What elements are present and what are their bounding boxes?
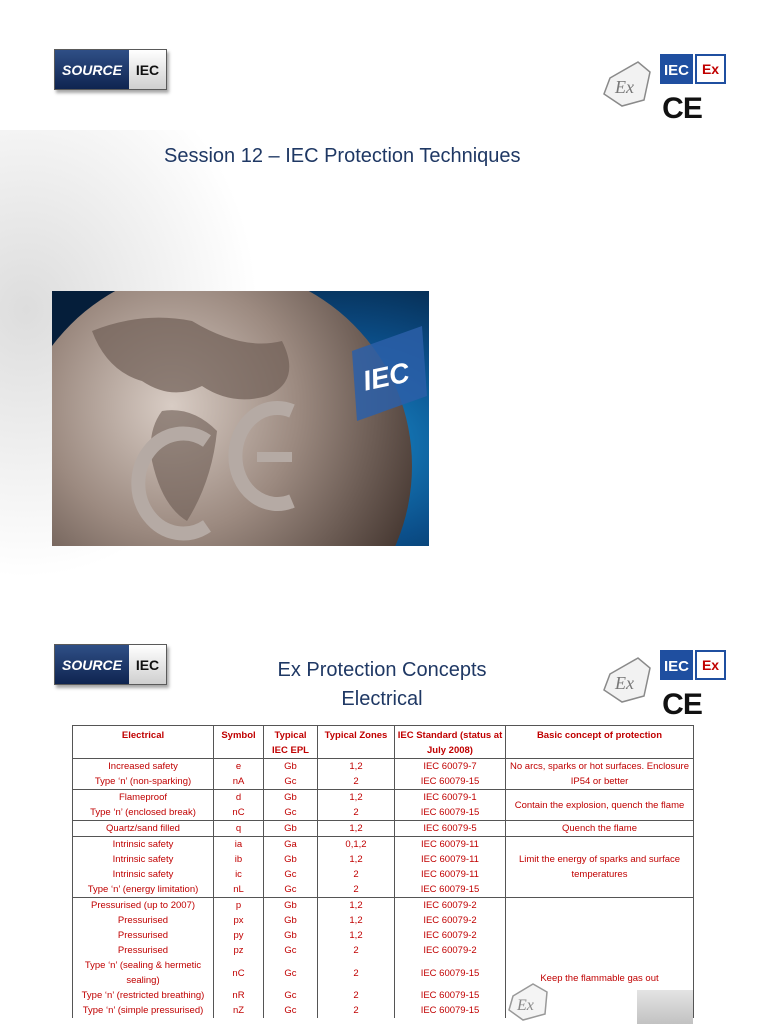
cell-epl: Gc bbox=[264, 867, 318, 882]
globe-photo bbox=[52, 291, 429, 546]
ex-box-text: Ex bbox=[701, 657, 720, 673]
cell-symbol: p bbox=[214, 898, 264, 914]
svg-text:Ex: Ex bbox=[517, 997, 534, 1014]
header-zones: Typical Zones bbox=[318, 726, 395, 759]
logo-source-text: SOURCE bbox=[55, 50, 129, 89]
cell-symbol: e bbox=[214, 759, 264, 775]
ex-box-text: Ex bbox=[701, 61, 720, 77]
cell-standard: IEC 60079-11 bbox=[395, 852, 506, 867]
cell-zones: 0,1,2 bbox=[318, 837, 395, 853]
cell-concept: Contain the explosion, quench the flame bbox=[506, 790, 694, 821]
cell-electrical: Pressurised bbox=[73, 913, 214, 928]
table-row bbox=[73, 837, 694, 853]
cell-electrical: Type ‘n’ (restricted breathing) bbox=[73, 988, 214, 1003]
cell-standard: IEC 60079-5 bbox=[395, 821, 506, 837]
cell-zones: 1,2 bbox=[318, 913, 395, 928]
cell-standard: IEC 60079-15 bbox=[395, 958, 506, 988]
cell-standard: IEC 60079-15 bbox=[395, 1003, 506, 1018]
cell-epl: Gb bbox=[264, 898, 318, 914]
cell-epl: Ga bbox=[264, 837, 318, 853]
cell-standard: IEC 60079-11 bbox=[395, 867, 506, 882]
cell-epl: Gb bbox=[264, 928, 318, 943]
cell-zones: 2 bbox=[318, 943, 395, 958]
slide-2-title bbox=[200, 656, 564, 714]
cell-electrical: Quartz/sand filled bbox=[73, 821, 214, 837]
cell-zones: 2 bbox=[318, 1003, 395, 1018]
cell-electrical: Intrinsic safety bbox=[73, 837, 214, 853]
cell-epl: Gc bbox=[264, 774, 318, 790]
equipment-photo-fragment bbox=[637, 990, 693, 1024]
cell-epl: Gc bbox=[264, 988, 318, 1003]
table-row bbox=[73, 898, 694, 914]
cell-zones: 1,2 bbox=[318, 790, 395, 806]
iec-box-text: IEC bbox=[663, 658, 690, 675]
cell-symbol: ib bbox=[214, 852, 264, 867]
logo-source-text: SOURCE bbox=[55, 645, 129, 684]
cell-electrical: Type ‘n’ (simple pressurised) bbox=[73, 1003, 214, 1018]
cell-symbol: ia bbox=[214, 837, 264, 853]
source-iec-logo-2 bbox=[54, 644, 167, 685]
ex-hex-text: Ex bbox=[615, 673, 634, 693]
cell-symbol: pz bbox=[214, 943, 264, 958]
cell-zones: 2 bbox=[318, 805, 395, 821]
header-symbol: Symbol bbox=[214, 726, 264, 759]
cell-zones: 1,2 bbox=[318, 759, 395, 775]
cell-electrical: Type ‘n’ (energy limitation) bbox=[73, 882, 214, 898]
cell-symbol: ic bbox=[214, 867, 264, 882]
cell-standard: IEC 60079-15 bbox=[395, 988, 506, 1003]
cell-concept: Limit the energy of sparks and surface temperatures bbox=[506, 837, 694, 898]
cell-standard: IEC 60079-2 bbox=[395, 928, 506, 943]
source-iec-logo bbox=[54, 49, 167, 90]
certification-marks-2 bbox=[598, 646, 738, 736]
cell-electrical: Type ‘n’ (enclosed break) bbox=[73, 805, 214, 821]
cell-standard: IEC 60079-1 bbox=[395, 790, 506, 806]
slide-2-title-line-1: Ex Protection Concepts bbox=[277, 659, 487, 681]
header-epl: Typical IEC EPL bbox=[264, 726, 318, 759]
cell-epl: Gb bbox=[264, 790, 318, 806]
cell-zones: 2 bbox=[318, 958, 395, 988]
logo-iec-text: IEC bbox=[129, 50, 166, 89]
ex-hexagon-icon bbox=[604, 62, 650, 106]
table-row bbox=[73, 790, 694, 806]
cell-standard: IEC 60079-2 bbox=[395, 898, 506, 914]
table-row bbox=[73, 821, 694, 837]
cell-electrical: Type ‘n’ (non-sparking) bbox=[73, 774, 214, 790]
cell-standard: IEC 60079-11 bbox=[395, 837, 506, 853]
cell-electrical: Increased safety bbox=[73, 759, 214, 775]
cell-standard: IEC 60079-15 bbox=[395, 882, 506, 898]
cell-standard: IEC 60079-15 bbox=[395, 774, 506, 790]
cell-standard: IEC 60079-7 bbox=[395, 759, 506, 775]
cell-standard: IEC 60079-2 bbox=[395, 943, 506, 958]
cell-epl: Gb bbox=[264, 852, 318, 867]
cell-epl: Gc bbox=[264, 1003, 318, 1018]
cell-zones: 2 bbox=[318, 867, 395, 882]
cell-symbol: nC bbox=[214, 805, 264, 821]
ce-mark-text: CE bbox=[662, 688, 702, 721]
iec-box-text: IEC bbox=[663, 62, 690, 79]
cell-electrical: Intrinsic safety bbox=[73, 852, 214, 867]
table-header-row bbox=[73, 726, 694, 759]
cell-symbol: q bbox=[214, 821, 264, 837]
cell-epl: Gc bbox=[264, 882, 318, 898]
slide-2-title-line-2: Electrical bbox=[341, 688, 423, 710]
cell-epl: Gc bbox=[264, 805, 318, 821]
cell-electrical: Pressurised bbox=[73, 943, 214, 958]
ce-mark-text: CE bbox=[662, 92, 702, 125]
cell-concept: No arcs, sparks or hot surfaces. Enclosure IP54 or better bbox=[506, 759, 694, 790]
table-row bbox=[73, 759, 694, 775]
cell-epl: Gc bbox=[264, 958, 318, 988]
cell-zones: 1,2 bbox=[318, 928, 395, 943]
header-standard: IEC Standard (status at July 2008) bbox=[395, 726, 506, 759]
slide-2 bbox=[0, 618, 768, 1024]
ex-watermark-icon bbox=[505, 980, 555, 1024]
table-body bbox=[73, 759, 694, 1019]
cell-concept: Keep the flammable gas out bbox=[506, 898, 694, 1019]
cell-standard: IEC 60079-2 bbox=[395, 913, 506, 928]
cell-zones: 2 bbox=[318, 774, 395, 790]
cell-epl: Gc bbox=[264, 943, 318, 958]
cell-electrical: Type ‘n’ (sealing & hermetic sealing) bbox=[73, 958, 214, 988]
cell-symbol: py bbox=[214, 928, 264, 943]
logo-iec-text: IEC bbox=[129, 645, 166, 684]
cell-symbol: nC bbox=[214, 958, 264, 988]
ex-hexagon-icon bbox=[604, 658, 650, 702]
cell-symbol: nR bbox=[214, 988, 264, 1003]
cell-zones: 1,2 bbox=[318, 821, 395, 837]
cell-zones: 1,2 bbox=[318, 852, 395, 867]
protection-concepts-table bbox=[72, 725, 694, 1018]
cell-symbol: d bbox=[214, 790, 264, 806]
cell-zones: 1,2 bbox=[318, 898, 395, 914]
cell-symbol: px bbox=[214, 913, 264, 928]
cell-zones: 2 bbox=[318, 882, 395, 898]
cell-standard: IEC 60079-15 bbox=[395, 805, 506, 821]
photo-iec-flag-text: IEC bbox=[360, 356, 413, 397]
cell-zones: 2 bbox=[318, 988, 395, 1003]
ex-hex-text: Ex bbox=[615, 77, 634, 97]
cell-electrical: Flameproof bbox=[73, 790, 214, 806]
cell-epl: Gb bbox=[264, 759, 318, 775]
header-electrical: Electrical bbox=[73, 726, 214, 759]
cell-electrical: Intrinsic safety bbox=[73, 867, 214, 882]
certification-marks bbox=[598, 50, 738, 140]
cell-symbol: nZ bbox=[214, 1003, 264, 1018]
cell-symbol: nL bbox=[214, 882, 264, 898]
cell-electrical: Pressurised (up to 2007) bbox=[73, 898, 214, 914]
cell-symbol: nA bbox=[214, 774, 264, 790]
cell-epl: Gb bbox=[264, 913, 318, 928]
slide-1-title: Session 12 – IEC Protection Techniques bbox=[164, 145, 521, 167]
header-concept: Basic concept of protection bbox=[506, 726, 694, 759]
cell-electrical: Pressurised bbox=[73, 928, 214, 943]
cell-concept: Quench the flame bbox=[506, 821, 694, 837]
cell-epl: Gb bbox=[264, 821, 318, 837]
